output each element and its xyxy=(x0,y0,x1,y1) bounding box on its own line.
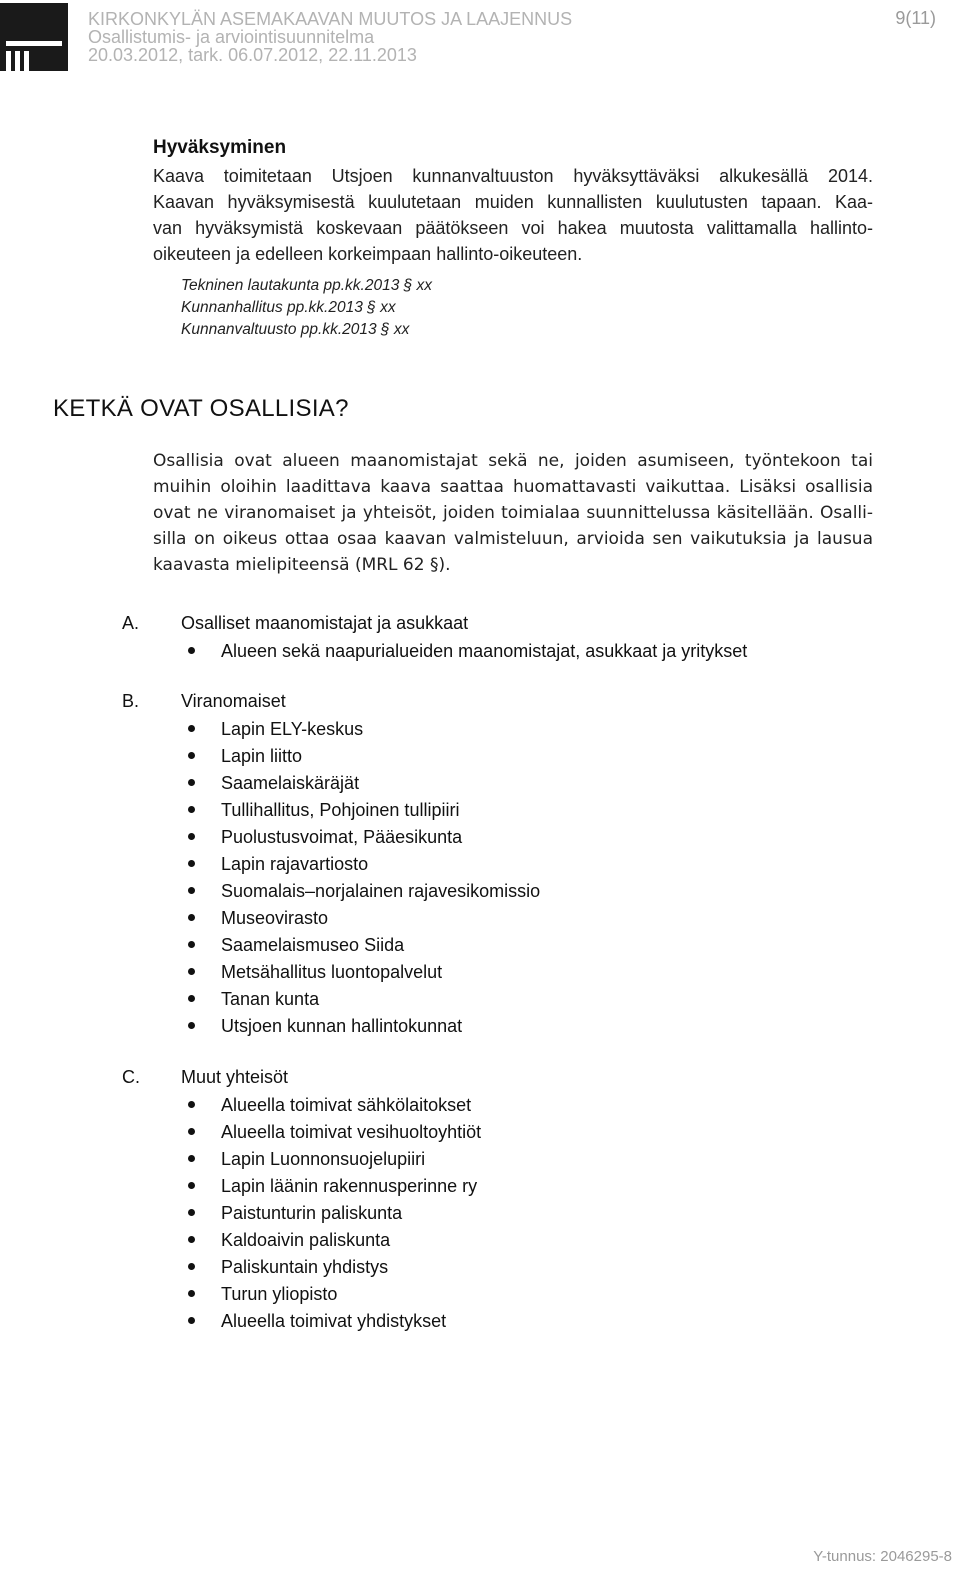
approval-body-line: Tekninen lautakunta pp.kk.2013 § xx xyxy=(181,277,433,294)
paragraph-line: muihin oloihin laadittava kaava saattaa huomattavasti vaikuttaa. Lisäksi osallisia xyxy=(153,477,873,497)
list-item: Alueella toimivat yhdistykset xyxy=(188,1308,446,1335)
group-letter: A. xyxy=(122,613,140,633)
list-item: Alueen sekä naapurialueiden maanomistajat, asukkaat ja yritykset xyxy=(188,638,747,665)
list-item: Alueella toimivat sähkölaitokset xyxy=(188,1092,471,1119)
page-number: 9(11) xyxy=(895,8,936,28)
bullet-icon xyxy=(188,995,195,1002)
bullet-icon xyxy=(188,1317,195,1324)
paragraph-line: Kaava toimitetaan Utsjoen kunnanvaltuuston hyväksyttäväksi alkukesällä 2014. xyxy=(153,166,873,186)
bullet-icon xyxy=(188,968,195,975)
list-item: Puolustusvoimat, Pääesikunta xyxy=(188,824,462,851)
list-item: Lapin läänin rakennusperinne ry xyxy=(188,1173,477,1200)
approval-paragraph xyxy=(153,163,873,267)
bullet-icon xyxy=(188,833,195,840)
bullet-icon xyxy=(188,941,195,948)
section-heading: KETKÄ OVAT OSALLISIA? xyxy=(53,395,349,422)
bullet-icon xyxy=(188,1263,195,1270)
bullet-icon xyxy=(188,914,195,921)
bullet-icon xyxy=(188,1182,195,1189)
approval-bodies xyxy=(181,275,432,341)
list-item: Saamelaiskäräjät xyxy=(188,770,359,797)
list-item: Saamelaismuseo Siida xyxy=(188,932,404,959)
approval-heading: Hyväksyminen xyxy=(153,137,287,158)
bullet-icon xyxy=(188,1128,195,1135)
list-item: Lapin rajavartiosto xyxy=(188,851,368,878)
group-letter: C. xyxy=(122,1067,140,1087)
group-title: Osalliset maanomistajat ja asukkaat xyxy=(181,613,469,633)
paragraph-line: ovat ne viranomaiset ja yhteisöt, joiden toimialaa suunnittelussa käsitellään. Osalli- xyxy=(153,503,873,523)
bullet-icon xyxy=(188,1290,195,1297)
bullet-icon xyxy=(188,752,195,759)
bullet-icon xyxy=(188,887,195,894)
paragraph-line: Kaavan hyväksymisestä kuulutetaan muiden kunnallisten kuulutusten tapaan. Kaa- xyxy=(153,192,873,212)
list-item: Kaldoaivin paliskunta xyxy=(188,1227,390,1254)
group-letter: B. xyxy=(122,691,140,711)
bullet-icon xyxy=(188,725,195,732)
bullet-icon xyxy=(188,1101,195,1108)
list-item: Lapin ELY-keskus xyxy=(188,716,363,743)
paragraph-line: silla on oikeus ottaa osaa kaavan valmisteluun, arvioida sen vaikutuksia ja lausua xyxy=(153,529,873,549)
list-item: Museovirasto xyxy=(188,905,328,932)
bullet-icon xyxy=(188,647,195,654)
approval-body-line: Kunnanvaltuusto pp.kk.2013 § xx xyxy=(181,321,410,338)
list-item: Paliskuntain yhdistys xyxy=(188,1254,388,1281)
list-item: Metsähallitus luontopalvelut xyxy=(188,959,442,986)
business-id: Y-tunnus: 2046295-8 xyxy=(813,1548,952,1565)
document-dates: 20.03.2012, tark. 06.07.2012, 22.11.2013 xyxy=(88,45,417,65)
paragraph-line: kaavasta mielipiteensä (MRL 62 §). xyxy=(153,555,451,575)
document-subtitle: Osallistumis- ja arviointisuunnitelma xyxy=(88,27,375,47)
bullet-icon xyxy=(188,806,195,813)
paragraph-line: oikeuteen ja edelleen korkeimpaan hallinto-oikeuteen. xyxy=(153,244,583,264)
list-item: Tanan kunta xyxy=(188,986,319,1013)
bullet-icon xyxy=(188,860,195,867)
group-title: Viranomaiset xyxy=(181,691,286,711)
bullet-icon xyxy=(188,1236,195,1243)
list-item: Lapin liitto xyxy=(188,743,302,770)
bullet-icon xyxy=(188,1022,195,1029)
paragraph-line: Osallisia ovat alueen maanomistajat sekä ne, joiden asumiseen, työntekoon tai xyxy=(153,451,873,471)
list-item: Paistunturin paliskunta xyxy=(188,1200,402,1227)
paragraph-line: van hyväksymistä koskevaan päätökseen voi hakea muutosta valittamalla hallinto- xyxy=(153,218,873,238)
list-item: Tullihallitus, Pohjoinen tullipiiri xyxy=(188,797,459,824)
bullet-icon xyxy=(188,1209,195,1216)
list-item: Utsjoen kunnan hallintokunnat xyxy=(188,1013,462,1040)
list-item: Lapin Luonnonsuojelupiiri xyxy=(188,1146,425,1173)
bullet-icon xyxy=(188,1155,195,1162)
participants-paragraph xyxy=(153,448,873,578)
bullet-icon xyxy=(188,779,195,786)
company-logo xyxy=(0,3,68,71)
list-item: Alueella toimivat vesihuoltoyhtiöt xyxy=(188,1119,481,1146)
group-title: Muut yhteisöt xyxy=(181,1067,289,1087)
list-item: Turun yliopisto xyxy=(188,1281,337,1308)
approval-body-line: Kunnanhallitus pp.kk.2013 § xx xyxy=(181,299,396,316)
list-item: Suomalais–norjalainen rajavesikomissio xyxy=(188,878,540,905)
document-title: KIRKONKYLÄN ASEMAKAAVAN MUUTOS JA LAAJENNUS xyxy=(88,9,573,29)
